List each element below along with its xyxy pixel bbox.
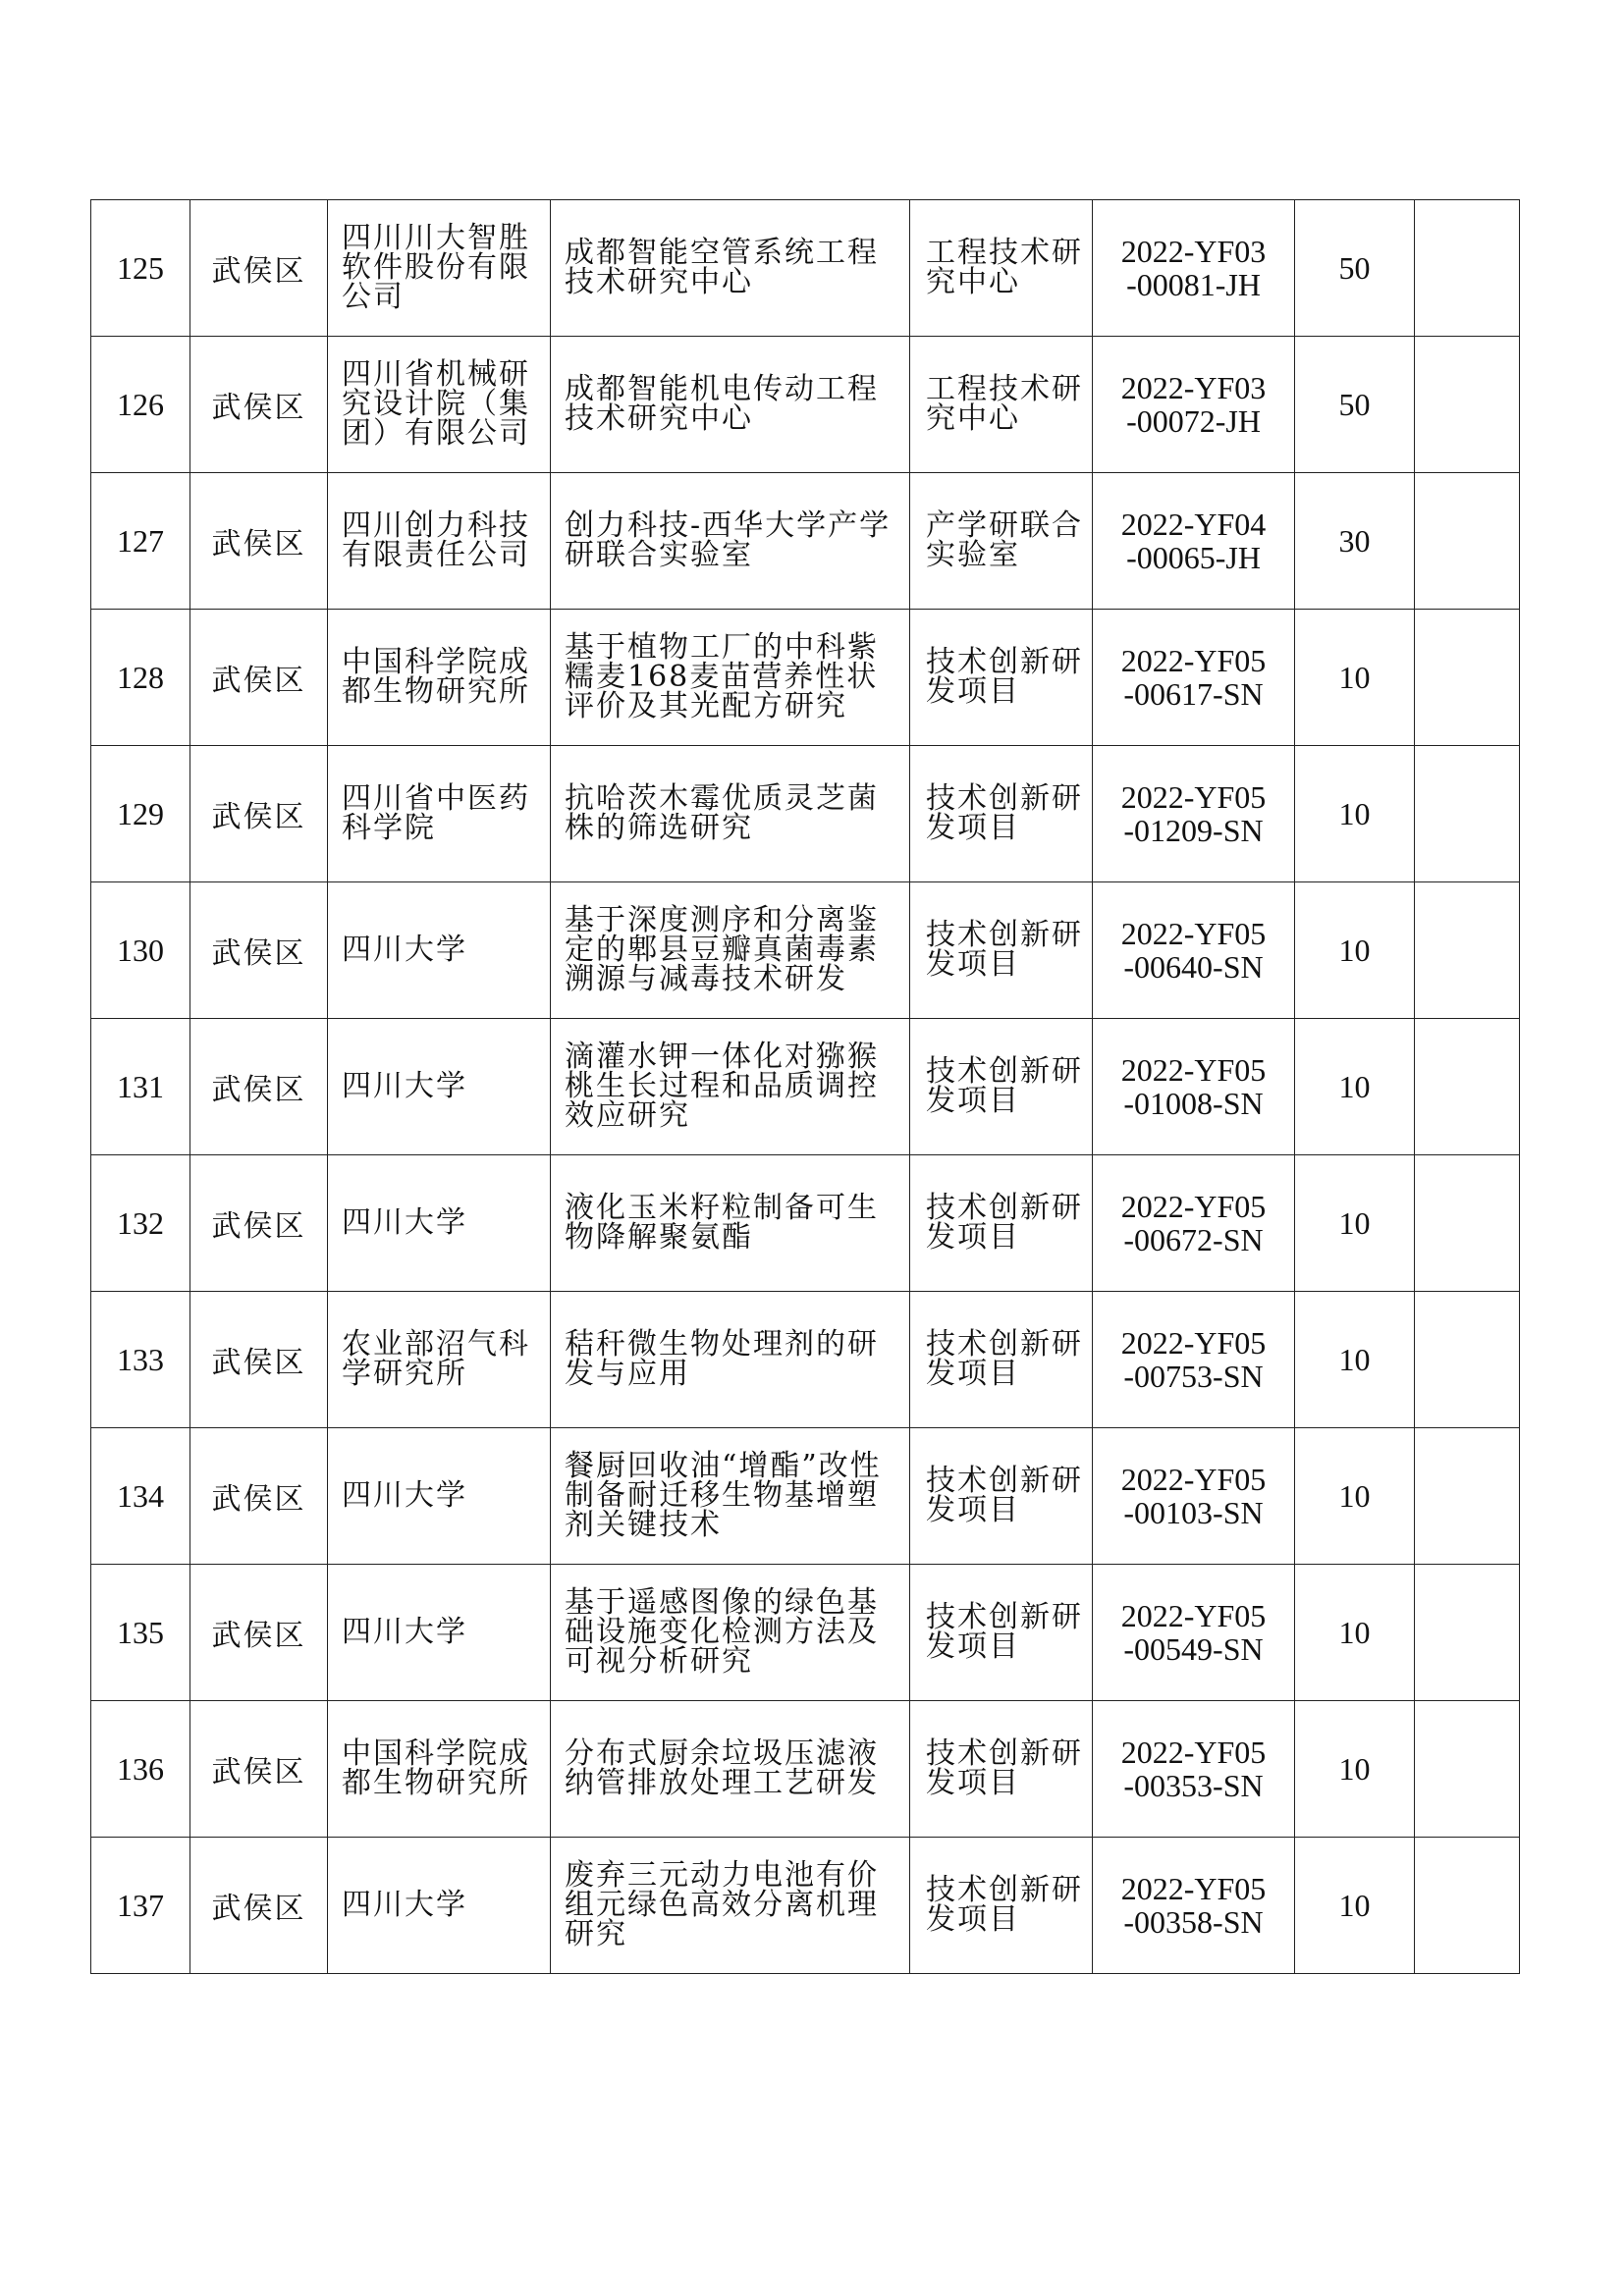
project-name-cell: 基于遥感图像的绿色基础设施变化检测方法及可视分析研究 [551, 1565, 910, 1701]
remark-cell [1415, 1428, 1520, 1565]
project-type-cell: 技术创新研发项目 [910, 1155, 1093, 1292]
amount-cell: 10 [1295, 1292, 1415, 1428]
remark-cell [1415, 337, 1520, 473]
amount-cell: 10 [1295, 746, 1415, 882]
project-type-cell: 技术创新研发项目 [910, 1565, 1093, 1701]
project-code-line-2: -00640-SN [1123, 949, 1264, 985]
district-cell: 武侯区 [190, 1428, 328, 1565]
project-code-line-1: 2022-YF05 [1120, 1735, 1267, 1770]
remark-cell [1415, 1565, 1520, 1701]
amount-cell: 10 [1295, 882, 1415, 1019]
project-name-cell: 基于植物工厂的中科紫糯麦168麦苗营养性状评价及其光配方研究 [551, 610, 910, 746]
project-code-cell [1093, 1292, 1295, 1428]
row-number-cell: 131 [91, 1019, 190, 1155]
project-code-line-2: -00103-SN [1123, 1495, 1264, 1530]
row-number-cell: 126 [91, 337, 190, 473]
project-code-line-2: -00617-SN [1123, 676, 1264, 712]
remark-cell [1415, 1292, 1520, 1428]
remark-cell [1415, 882, 1520, 1019]
project-code-line-2: -00672-SN [1123, 1222, 1264, 1257]
project-code-line-2: -01209-SN [1123, 813, 1264, 848]
table-row [91, 746, 1520, 882]
unit-cell: 四川大学 [328, 1019, 551, 1155]
table-row [91, 1019, 1520, 1155]
project-code-cell [1093, 200, 1295, 337]
amount-cell: 10 [1295, 1155, 1415, 1292]
project-type-cell: 工程技术研究中心 [910, 337, 1093, 473]
project-type-cell: 工程技术研究中心 [910, 200, 1093, 337]
district-cell: 武侯区 [190, 473, 328, 610]
row-number-cell: 132 [91, 1155, 190, 1292]
project-type-cell: 技术创新研发项目 [910, 1701, 1093, 1838]
unit-cell: 四川省机械研究设计院（集团）有限公司 [328, 337, 551, 473]
amount-cell: 50 [1295, 337, 1415, 473]
district-cell: 武侯区 [190, 1838, 328, 1974]
project-code-line-2: -00358-SN [1123, 1904, 1264, 1940]
district-cell: 武侯区 [190, 610, 328, 746]
project-code-cell [1093, 337, 1295, 473]
row-number-cell: 135 [91, 1565, 190, 1701]
unit-cell: 四川大学 [328, 1428, 551, 1565]
project-code-line-1: 2022-YF05 [1120, 643, 1267, 678]
project-name-cell: 成都智能空管系统工程技术研究中心 [551, 200, 910, 337]
project-code-line-1: 2022-YF05 [1120, 1325, 1267, 1361]
project-name-cell: 滴灌水钾一体化对猕猴桃生长过程和品质调控效应研究 [551, 1019, 910, 1155]
unit-cell: 四川省中医药科学院 [328, 746, 551, 882]
project-type-cell: 技术创新研发项目 [910, 610, 1093, 746]
project-code-cell [1093, 610, 1295, 746]
remark-cell [1415, 1701, 1520, 1838]
project-type-cell: 技术创新研发项目 [910, 882, 1093, 1019]
project-code-line-1: 2022-YF05 [1120, 1462, 1267, 1497]
amount-cell: 30 [1295, 473, 1415, 610]
project-code-line-1: 2022-YF05 [1120, 1189, 1267, 1224]
table-row [91, 610, 1520, 746]
table-row [91, 1155, 1520, 1292]
project-name-cell: 秸秆微生物处理剂的研发与应用 [551, 1292, 910, 1428]
district-cell: 武侯区 [190, 200, 328, 337]
project-type-cell: 技术创新研发项目 [910, 1019, 1093, 1155]
project-code-line-1: 2022-YF03 [1120, 370, 1267, 405]
project-name-cell: 创力科技-西华大学产学研联合实验室 [551, 473, 910, 610]
project-code-cell [1093, 1428, 1295, 1565]
project-code-line-2: -00072-JH [1126, 403, 1261, 439]
project-type-cell: 技术创新研发项目 [910, 746, 1093, 882]
project-name-cell: 基于深度测序和分离鉴定的郫县豆瓣真菌毒素溯源与减毒技术研发 [551, 882, 910, 1019]
remark-cell [1415, 1838, 1520, 1974]
amount-cell: 10 [1295, 1019, 1415, 1155]
project-code-line-1: 2022-YF05 [1120, 916, 1267, 951]
project-name-cell: 成都智能机电传动工程技术研究中心 [551, 337, 910, 473]
table-row [91, 882, 1520, 1019]
project-code-cell [1093, 1838, 1295, 1974]
project-code-cell [1093, 746, 1295, 882]
project-code-line-2: -00753-SN [1123, 1359, 1264, 1394]
row-number-cell: 130 [91, 882, 190, 1019]
table-row [91, 1565, 1520, 1701]
project-name-cell: 废弃三元动力电池有价组元绿色高效分离机理研究 [551, 1838, 910, 1974]
row-number-cell: 136 [91, 1701, 190, 1838]
row-number-cell: 129 [91, 746, 190, 882]
amount-cell: 10 [1295, 1565, 1415, 1701]
project-name-cell: 抗哈茨木霉优质灵芝菌株的筛选研究 [551, 746, 910, 882]
table-row [91, 473, 1520, 610]
row-number-cell: 125 [91, 200, 190, 337]
project-code-cell [1093, 1155, 1295, 1292]
project-code-cell [1093, 882, 1295, 1019]
project-code-line-2: -00081-JH [1126, 267, 1261, 302]
remark-cell [1415, 200, 1520, 337]
project-code-line-2: -00353-SN [1123, 1768, 1264, 1803]
row-number-cell: 137 [91, 1838, 190, 1974]
project-type-cell: 技术创新研发项目 [910, 1838, 1093, 1974]
project-code-line-1: 2022-YF05 [1120, 1598, 1267, 1633]
amount-cell: 10 [1295, 1838, 1415, 1974]
unit-cell: 农业部沼气科学研究所 [328, 1292, 551, 1428]
project-name-cell: 餐厨回收油“增酯”改性制备耐迁移生物基增塑剂关键技术 [551, 1428, 910, 1565]
project-code-line-2: -00065-JH [1126, 540, 1261, 575]
project-list-table [90, 199, 1520, 1974]
project-code-line-1: 2022-YF05 [1120, 1052, 1267, 1088]
unit-cell: 四川大学 [328, 1838, 551, 1974]
district-cell: 武侯区 [190, 1019, 328, 1155]
project-type-cell: 技术创新研发项目 [910, 1292, 1093, 1428]
project-code-cell [1093, 1565, 1295, 1701]
district-cell: 武侯区 [190, 882, 328, 1019]
table-row [91, 200, 1520, 337]
unit-cell: 四川创力科技有限责任公司 [328, 473, 551, 610]
project-code-line-1: 2022-YF03 [1120, 234, 1267, 269]
district-cell: 武侯区 [190, 1155, 328, 1292]
row-number-cell: 128 [91, 610, 190, 746]
amount-cell: 10 [1295, 1428, 1415, 1565]
district-cell: 武侯区 [190, 1701, 328, 1838]
remark-cell [1415, 746, 1520, 882]
table-row [91, 1701, 1520, 1838]
remark-cell [1415, 610, 1520, 746]
unit-cell: 中国科学院成都生物研究所 [328, 610, 551, 746]
row-number-cell: 127 [91, 473, 190, 610]
amount-cell: 10 [1295, 610, 1415, 746]
project-code-cell [1093, 473, 1295, 610]
project-code-line-2: -01008-SN [1123, 1086, 1264, 1121]
amount-cell: 50 [1295, 200, 1415, 337]
unit-cell: 四川大学 [328, 1565, 551, 1701]
table-row [91, 337, 1520, 473]
project-code-line-1: 2022-YF04 [1120, 507, 1267, 542]
row-number-cell: 134 [91, 1428, 190, 1565]
project-name-cell: 液化玉米籽粒制备可生物降解聚氨酯 [551, 1155, 910, 1292]
project-code-line-1: 2022-YF05 [1120, 779, 1267, 815]
district-cell: 武侯区 [190, 337, 328, 473]
project-code-cell [1093, 1019, 1295, 1155]
project-code-line-1: 2022-YF05 [1120, 1871, 1267, 1906]
table-row [91, 1838, 1520, 1974]
project-name-cell: 分布式厨余垃圾压滤液纳管排放处理工艺研发 [551, 1701, 910, 1838]
district-cell: 武侯区 [190, 1565, 328, 1701]
remark-cell [1415, 1155, 1520, 1292]
row-number-cell: 133 [91, 1292, 190, 1428]
amount-cell: 10 [1295, 1701, 1415, 1838]
table-body [91, 200, 1520, 1974]
remark-cell [1415, 1019, 1520, 1155]
unit-cell: 四川川大智胜软件股份有限公司 [328, 200, 551, 337]
project-code-line-2: -00549-SN [1123, 1631, 1264, 1667]
table-row [91, 1292, 1520, 1428]
unit-cell: 中国科学院成都生物研究所 [328, 1701, 551, 1838]
project-type-cell: 产学研联合实验室 [910, 473, 1093, 610]
unit-cell: 四川大学 [328, 1155, 551, 1292]
district-cell: 武侯区 [190, 746, 328, 882]
project-type-cell: 技术创新研发项目 [910, 1428, 1093, 1565]
table-row [91, 1428, 1520, 1565]
unit-cell: 四川大学 [328, 882, 551, 1019]
project-code-cell [1093, 1701, 1295, 1838]
district-cell: 武侯区 [190, 1292, 328, 1428]
remark-cell [1415, 473, 1520, 610]
